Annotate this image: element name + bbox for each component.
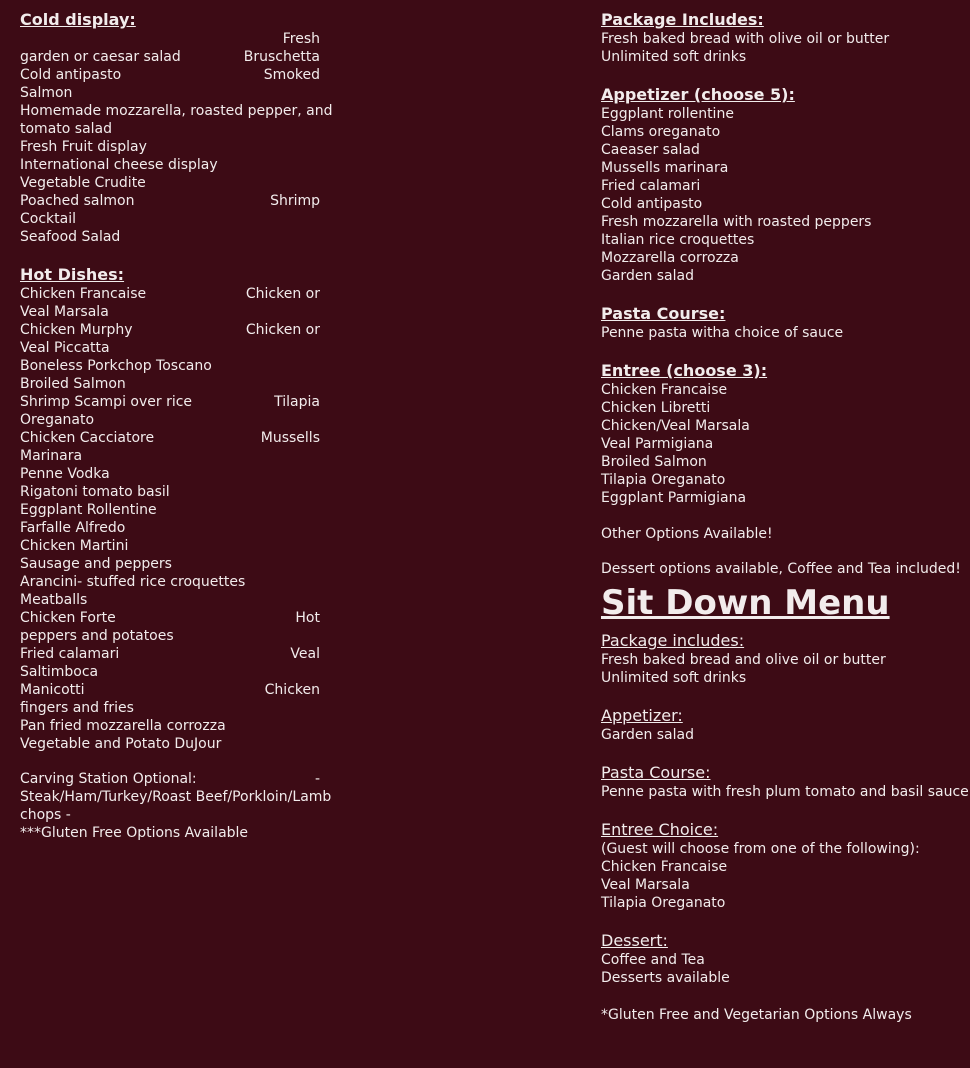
hot-dishes-heading: Hot Dishes: xyxy=(20,265,125,284)
menu-line xyxy=(20,120,320,138)
menu-line-right: Shrimp xyxy=(270,193,320,209)
menu-line-left: peppers and potatoes xyxy=(20,628,174,644)
menu-line-left: Manicotti xyxy=(20,682,85,698)
menu-line-left: Carving Station Optional: xyxy=(20,771,197,787)
menu-line xyxy=(20,228,320,246)
cold-display-heading: Cold display: xyxy=(20,10,136,29)
sitdown-package-heading: Package includes: xyxy=(601,631,745,650)
menu-line-right: Chicken or xyxy=(245,286,320,302)
menu-line-left: Steak/Ham/Turkey/Roast Beef/Porkloin/Lamb xyxy=(20,789,332,805)
gourmet-entree-heading: Entree (choose 3): xyxy=(601,361,768,380)
menu-line xyxy=(20,138,320,156)
right-column xyxy=(601,0,969,1024)
menu-line-left: Broiled Salmon xyxy=(20,376,126,392)
menu-line xyxy=(20,411,320,429)
menu-line-left: Poached salmon xyxy=(20,193,135,209)
menu-item: Mozzarella corrozza xyxy=(601,250,739,266)
menu-item: Penne pasta with fresh plum tomato and basil sauce xyxy=(601,784,969,800)
carving-station-list xyxy=(20,770,335,824)
menu-line-right: Hot xyxy=(295,610,320,626)
menu-line-left: Vegetable Crudite xyxy=(20,175,146,191)
menu-line-left: Rigatoni tomato basil xyxy=(20,484,170,500)
menu-line-left: Cocktail xyxy=(20,211,76,227)
menu-line-left: Vegetable and Potato DuJour xyxy=(20,736,222,752)
menu-line-left: Veal Marsala xyxy=(20,304,109,320)
menu-line xyxy=(20,156,320,174)
menu-line-left: Marinara xyxy=(20,448,83,464)
menu-line xyxy=(20,465,320,483)
sitdown-dessert-list xyxy=(601,951,961,987)
menu-line xyxy=(20,717,320,735)
sitdown-appetizer-heading: Appetizer: xyxy=(601,706,683,725)
sitdown-title: Sit Down Menu xyxy=(601,583,890,623)
sitdown-pasta-list xyxy=(601,783,969,801)
menu-item: Mussells marinara xyxy=(601,160,729,176)
gourmet-appetizer-heading: Appetizer (choose 5): xyxy=(601,85,795,104)
menu-item: Garden salad xyxy=(601,727,694,743)
menu-line-left: Salmon xyxy=(20,85,73,101)
menu-line-left: Chicken Francaise xyxy=(20,286,147,302)
menu-item: Chicken Francaise xyxy=(601,859,728,875)
menu-line-left: Oreganato xyxy=(20,412,95,428)
menu-line xyxy=(20,806,320,824)
menu-item: Garden salad xyxy=(601,268,694,284)
menu-line xyxy=(20,699,320,717)
menu-line-left: Penne Vodka xyxy=(20,466,110,482)
menu-line-left: Farfalle Alfredo xyxy=(20,520,126,536)
menu-item: Cold antipasto xyxy=(601,196,703,212)
menu-line xyxy=(20,735,320,753)
gourmet-package-list xyxy=(601,30,961,66)
menu-line-right: Chicken or xyxy=(245,322,320,338)
menu-line-right: Bruschetta xyxy=(243,49,320,65)
menu-line xyxy=(20,609,320,627)
menu-line xyxy=(20,393,320,411)
menu-item: Eggplant rollentine xyxy=(601,106,734,122)
menu-line-left: Seafood Salad xyxy=(20,229,121,245)
menu-item: Fresh mozzarella with roasted peppers xyxy=(601,214,872,230)
sitdown-footer-note: *Gluten Free and Vegetarian Options Always xyxy=(601,1007,912,1023)
menu-line xyxy=(20,555,320,573)
menu-line-left: fingers and fries xyxy=(20,700,134,716)
menu-line-left: Boneless Porkchop Toscano xyxy=(20,358,212,374)
menu-item: Chicken/Veal Marsala xyxy=(601,418,750,434)
other-options-note: Other Options Available! xyxy=(601,526,773,542)
menu-line-right: Fresh xyxy=(282,31,320,47)
menu-line xyxy=(20,681,320,699)
menu-item: Unlimited soft drinks xyxy=(601,49,747,65)
menu-line xyxy=(20,483,320,501)
menu-line xyxy=(20,573,320,591)
menu-item: Fresh baked bread and olive oil or butter xyxy=(601,652,886,668)
menu-line xyxy=(20,339,320,357)
menu-line-left: Meatballs xyxy=(20,592,88,608)
menu-line-left: Cold antipasto xyxy=(20,67,122,83)
gourmet-pasta-list xyxy=(601,324,961,342)
sitdown-package-list xyxy=(601,651,961,687)
menu-line xyxy=(20,663,320,681)
menu-line xyxy=(20,627,320,645)
menu-line-left: Fried calamari xyxy=(20,646,120,662)
menu-item: Veal Marsala xyxy=(601,877,690,893)
gourmet-pasta-heading: Pasta Course: xyxy=(601,304,726,323)
menu-line-left: Chicken Forte xyxy=(20,610,116,626)
menu-item: Chicken Libretti xyxy=(601,400,711,416)
menu-line xyxy=(20,303,320,321)
menu-line xyxy=(20,429,320,447)
menu-item: Chicken Francaise xyxy=(601,382,728,398)
menu-line xyxy=(20,447,320,465)
menu-line xyxy=(20,192,320,210)
menu-item: Broiled Salmon xyxy=(601,454,707,470)
menu-line-left: Saltimboca xyxy=(20,664,99,680)
menu-line-left: Fresh Fruit display xyxy=(20,139,147,155)
menu-line xyxy=(20,375,320,393)
cold-display-list xyxy=(20,30,335,246)
menu-line-left: International cheese display xyxy=(20,157,218,173)
sitdown-entree-list xyxy=(601,840,961,912)
menu-line-right: Veal xyxy=(290,646,320,662)
menu-line-right: - xyxy=(314,771,320,787)
menu-item: (Guest will choose from one of the following): xyxy=(601,841,920,857)
menu-item: Fried calamari xyxy=(601,178,701,194)
menu-line-right: Smoked xyxy=(263,67,320,83)
menu-line-left: Veal Piccatta xyxy=(20,340,110,356)
menu-line-left: Eggplant Rollentine xyxy=(20,502,157,518)
menu-line-right: Mussells xyxy=(260,430,320,446)
sitdown-appetizer-list xyxy=(601,726,961,744)
menu-item: Italian rice croquettes xyxy=(601,232,755,248)
menu-item: Penne pasta witha choice of sauce xyxy=(601,325,844,341)
menu-line-left: garden or caesar salad xyxy=(20,49,181,65)
menu-line xyxy=(20,174,320,192)
menu-item: Veal Parmigiana xyxy=(601,436,714,452)
menu-item: Desserts available xyxy=(601,970,730,986)
menu-item: Tilapia Oreganato xyxy=(601,895,726,911)
sitdown-dessert-heading: Dessert: xyxy=(601,931,668,950)
menu-line-left: Arancini- stuffed rice croquettes xyxy=(20,574,246,590)
menu-item: Eggplant Parmigiana xyxy=(601,490,747,506)
menu-item: Fresh baked bread with olive oil or butter xyxy=(601,31,890,47)
menu-line xyxy=(20,519,320,537)
menu-line-left: Homemade mozzarella, roasted pepper, and xyxy=(20,103,333,119)
hot-dishes-list xyxy=(20,285,335,753)
menu-line-left: Chicken Cacciatore xyxy=(20,430,155,446)
menu-line xyxy=(20,84,320,102)
menu-line-right: Chicken xyxy=(264,682,320,698)
menu-line xyxy=(20,66,320,84)
gourmet-package-heading: Package Includes: xyxy=(601,10,764,29)
menu-line xyxy=(20,102,333,120)
menu-line xyxy=(20,537,320,555)
menu-line xyxy=(20,645,320,663)
menu-line xyxy=(20,357,320,375)
menu-line xyxy=(20,210,320,228)
menu-line xyxy=(20,591,320,609)
menu-line xyxy=(20,770,320,788)
menu-line xyxy=(20,501,320,519)
menu-item: Tilapia Oreganato xyxy=(601,472,726,488)
menu-line-left: Chicken Murphy xyxy=(20,322,133,338)
gluten-free-note: ***Gluten Free Options Available xyxy=(20,825,249,841)
menu-item: Clams oreganato xyxy=(601,124,721,140)
menu-line-left: chops - xyxy=(20,807,71,823)
menu-line-left: Sausage and peppers xyxy=(20,556,172,572)
menu-item: Coffee and Tea xyxy=(601,952,705,968)
menu-line-left: Chicken Martini xyxy=(20,538,129,554)
sitdown-pasta-heading: Pasta Course: xyxy=(601,763,711,782)
gourmet-appetizer-list xyxy=(601,105,961,285)
menu-line-right: Tilapia xyxy=(274,394,320,410)
menu-line xyxy=(20,285,320,303)
menu-item: Unlimited soft drinks xyxy=(601,670,747,686)
grand-buffet-column xyxy=(20,0,335,842)
menu-line xyxy=(20,788,332,806)
menu-line-left: Pan fried mozzarella corrozza xyxy=(20,718,226,734)
menu-item: Caeaser salad xyxy=(601,142,700,158)
gourmet-entree-list xyxy=(601,381,961,507)
sitdown-entree-heading: Entree Choice: xyxy=(601,820,719,839)
dessert-options-note: Dessert options available, Coffee and Tea included! xyxy=(601,561,961,577)
menu-line xyxy=(20,30,320,48)
menu-line-left: tomato salad xyxy=(20,121,113,137)
menu-line xyxy=(20,321,320,339)
menu-line-left: Shrimp Scampi over rice xyxy=(20,394,193,410)
menu-line xyxy=(20,48,320,66)
